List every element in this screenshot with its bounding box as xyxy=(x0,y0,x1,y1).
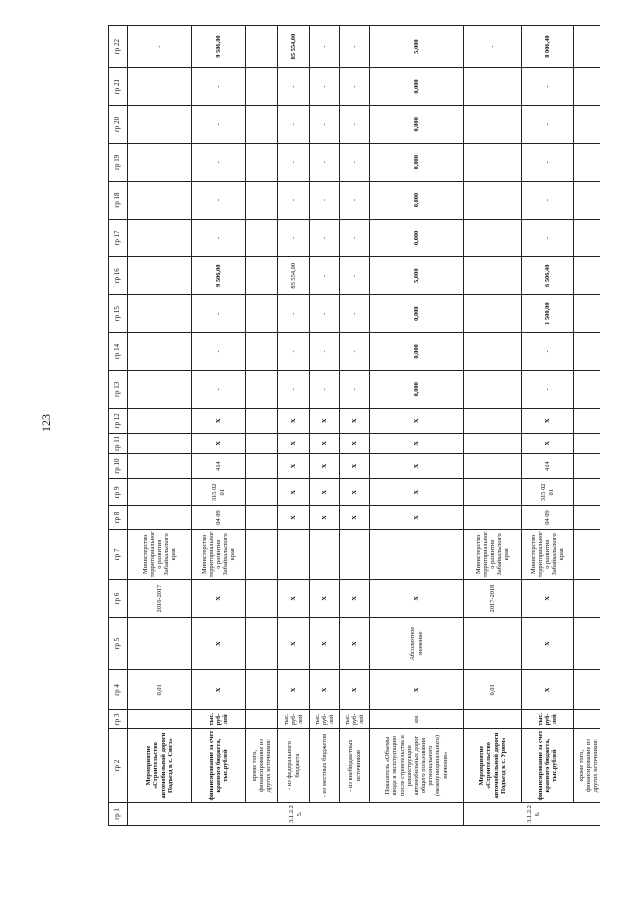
table-cell: - xyxy=(340,370,370,408)
table-cell xyxy=(246,479,278,506)
table-row xyxy=(278,26,310,826)
table-cell: - xyxy=(340,68,370,106)
table-cell: Х xyxy=(192,670,246,710)
table-cell: кроме того, финансирование из других источников: xyxy=(246,729,278,803)
table-cell xyxy=(128,370,192,408)
table-cell: - xyxy=(522,181,574,219)
table-cell: Х xyxy=(370,408,464,433)
table-cell: 8 006,40 xyxy=(522,26,574,68)
table-cell: Х xyxy=(340,453,370,478)
table-cell xyxy=(574,105,601,143)
table-cell: Х xyxy=(310,408,340,433)
table-cell: Х xyxy=(370,506,464,529)
table-cell: 04 09 xyxy=(192,506,246,529)
table-cell xyxy=(246,295,278,333)
table-cell xyxy=(128,479,192,506)
table-cell: - xyxy=(522,105,574,143)
table-cell: Х xyxy=(340,506,370,529)
table-cell xyxy=(246,408,278,433)
table-cell: - xyxy=(128,26,192,68)
header-cell: гр 18 xyxy=(109,181,128,219)
table-row xyxy=(310,26,340,826)
table-cell: - xyxy=(310,181,340,219)
table-cell: - xyxy=(340,143,370,181)
table-cell xyxy=(574,433,601,453)
table-cell: - xyxy=(192,105,246,143)
table-cell: Х xyxy=(192,433,246,453)
table-cell: 315 02 01 xyxy=(192,479,246,506)
table-cell: - xyxy=(340,333,370,371)
table-cell xyxy=(246,181,278,219)
table-row xyxy=(246,26,278,826)
table-cell: Х xyxy=(340,580,370,618)
table-cell: 0,000 xyxy=(370,370,464,408)
table-cell: Х xyxy=(522,433,574,453)
indicator-title-cell: Показатель «Объемы ввода в эксплуатацию после строительства и реконструкции автомобильных дорог общего пользования регионального (межмуниципального) значения» xyxy=(370,729,464,803)
header-cell: гр 21 xyxy=(109,68,128,106)
table-row xyxy=(370,26,464,826)
table-cell: Х xyxy=(310,617,340,670)
table-cell: Х xyxy=(278,479,310,506)
header-cell: гр 2 xyxy=(109,729,128,803)
header-cell: гр 10 xyxy=(109,453,128,478)
table-cell: Х xyxy=(278,580,310,618)
table-cell: 5,000 xyxy=(370,257,464,295)
table-cell: Х xyxy=(340,670,370,710)
table-cell xyxy=(464,370,522,408)
table-cell: - xyxy=(278,333,310,371)
table-cell: 85 554,00 xyxy=(278,26,310,68)
table-cell: - xyxy=(522,219,574,257)
table-cell: 5,000 xyxy=(370,26,464,68)
table-cell xyxy=(128,333,192,371)
table-cell: - xyxy=(192,143,246,181)
table-cell: - xyxy=(522,68,574,106)
header-cell: гр 22 xyxy=(109,26,128,68)
rotated-table-frame xyxy=(108,25,600,826)
table-cell xyxy=(464,333,522,371)
table-cell: Х xyxy=(310,453,340,478)
table-cell: - xyxy=(278,68,310,106)
table-cell xyxy=(464,68,522,106)
table-cell: Х xyxy=(310,670,340,710)
table-cell xyxy=(574,68,601,106)
table-row xyxy=(464,26,522,826)
table-cell: Х xyxy=(370,670,464,710)
table-row xyxy=(128,26,192,826)
table-cell: 04 09 xyxy=(522,506,574,529)
page-number: 123 xyxy=(39,414,53,432)
table-cell xyxy=(464,479,522,506)
table-cell xyxy=(246,617,278,670)
table-cell: - xyxy=(310,143,340,181)
table-cell: - xyxy=(340,26,370,68)
table-cell: - xyxy=(278,295,310,333)
table-cell: 0,01 xyxy=(128,670,192,710)
table-cell xyxy=(128,617,192,670)
table-cell xyxy=(464,143,522,181)
table-cell: финансирование за счет краевого бюджета, тыс.рублей xyxy=(522,729,574,803)
table-cell xyxy=(128,433,192,453)
header-cell: гр 8 xyxy=(109,506,128,529)
table-cell xyxy=(464,408,522,433)
table-cell: - xyxy=(192,68,246,106)
table-cell xyxy=(246,529,278,579)
table-cell: - xyxy=(192,181,246,219)
table-cell: - xyxy=(192,333,246,371)
table-cell: 2016-2017 xyxy=(128,580,192,618)
table-cell: - xyxy=(310,219,340,257)
header-cell: гр 12 xyxy=(109,408,128,433)
table-cell: тыс. руб-лей xyxy=(522,710,574,729)
program-table xyxy=(108,25,600,826)
table-cell: 85 554,00 xyxy=(278,257,310,295)
table-cell xyxy=(246,710,278,729)
table-cell: - xyxy=(310,370,340,408)
table-cell: Министерство территориального развития Забайкальского края xyxy=(464,529,522,579)
table-cell xyxy=(574,617,601,670)
table-cell xyxy=(128,710,192,729)
table-row xyxy=(192,26,246,826)
table-cell: Х xyxy=(310,580,340,618)
table-cell: 0,000 xyxy=(370,295,464,333)
table-cell: Х xyxy=(278,506,310,529)
table-cell: Х xyxy=(340,433,370,453)
table-cell: - из местных бюджетов xyxy=(310,729,340,803)
table-cell: Х xyxy=(278,408,310,433)
table-cell: 414 xyxy=(522,453,574,478)
table-cell: км xyxy=(370,710,464,729)
header-cell: гр 20 xyxy=(109,105,128,143)
table-cell xyxy=(246,68,278,106)
table-cell: - xyxy=(278,370,310,408)
table-cell: Х xyxy=(192,580,246,618)
header-cell: гр 15 xyxy=(109,295,128,333)
table-cell: - xyxy=(310,68,340,106)
table-cell xyxy=(464,453,522,478)
table-cell xyxy=(278,529,310,579)
table-cell: 2017-2018 xyxy=(464,580,522,618)
table-cell: 0,000 xyxy=(370,105,464,143)
table-cell: - xyxy=(310,105,340,143)
header-cell: гр 17 xyxy=(109,219,128,257)
table-cell: Х xyxy=(522,580,574,618)
table-cell: - xyxy=(310,26,340,68)
table-cell xyxy=(128,453,192,478)
table-cell xyxy=(246,105,278,143)
item-number-cell: 3.1.2.2 5. xyxy=(128,802,464,825)
table-cell: - xyxy=(278,143,310,181)
table-cell: Х xyxy=(340,408,370,433)
table-cell xyxy=(574,26,601,68)
table-cell xyxy=(246,580,278,618)
table-cell: тыс. руб-лей xyxy=(278,710,310,729)
table-cell xyxy=(574,506,601,529)
table-cell xyxy=(246,370,278,408)
table-cell: 0,01 xyxy=(464,670,522,710)
table-cell: - xyxy=(310,295,340,333)
header-row xyxy=(109,26,128,826)
table-cell xyxy=(574,333,601,371)
table-cell: - из внебюджетных источников xyxy=(340,729,370,803)
header-cell: гр 3 xyxy=(109,710,128,729)
table-cell: Х xyxy=(310,506,340,529)
header-cell: гр 13 xyxy=(109,370,128,408)
header-cell: гр 14 xyxy=(109,333,128,371)
table-cell: 0,000 xyxy=(370,68,464,106)
table-cell: - xyxy=(522,333,574,371)
table-cell xyxy=(464,295,522,333)
table-cell: 315 02 01 xyxy=(522,479,574,506)
table-cell xyxy=(464,710,522,729)
table-cell xyxy=(128,506,192,529)
table-cell: - xyxy=(522,370,574,408)
table-cell xyxy=(128,257,192,295)
table-cell: - xyxy=(310,333,340,371)
table-cell xyxy=(464,506,522,529)
table-cell xyxy=(574,295,601,333)
table-cell xyxy=(574,143,601,181)
table-cell: 414 xyxy=(192,453,246,478)
table-cell: - xyxy=(340,257,370,295)
table-cell: 0,000 xyxy=(370,181,464,219)
table-cell xyxy=(246,506,278,529)
header-cell: гр 5 xyxy=(109,617,128,670)
table-cell xyxy=(464,105,522,143)
table-cell xyxy=(310,529,340,579)
table-cell xyxy=(246,333,278,371)
table-cell: - xyxy=(340,219,370,257)
table-cell: - xyxy=(340,181,370,219)
table-cell xyxy=(246,143,278,181)
table-cell: - xyxy=(278,219,310,257)
table-cell xyxy=(574,219,601,257)
table-cell: 9 506,00 xyxy=(192,257,246,295)
table-cell xyxy=(574,580,601,618)
table-cell xyxy=(574,710,601,729)
table-cell: Х xyxy=(278,453,310,478)
table-cell: Министерство территориального развития Забайкальского края xyxy=(192,529,246,579)
table-cell: 0,000 xyxy=(370,219,464,257)
table-cell: - xyxy=(278,105,310,143)
table-cell xyxy=(574,181,601,219)
table-cell: тыс. руб-лей xyxy=(192,710,246,729)
header-cell: гр 1 xyxy=(109,802,128,825)
table-cell: Х xyxy=(278,670,310,710)
table-cell xyxy=(574,479,601,506)
table-cell: - xyxy=(192,219,246,257)
header-cell: гр 19 xyxy=(109,143,128,181)
table-cell: Х xyxy=(370,479,464,506)
activity-title-cell: Мероприятие «Строительство автомобильной дороги Подъезд к с. Урюм» xyxy=(464,729,522,803)
table-cell: Министерство территориального развития Забайкальского края xyxy=(128,529,192,579)
table-cell: - xyxy=(310,257,340,295)
table-cell xyxy=(128,105,192,143)
table-row xyxy=(340,26,370,826)
table-cell xyxy=(246,26,278,68)
table-cell xyxy=(574,408,601,433)
table-cell xyxy=(574,370,601,408)
table-cell: Х xyxy=(522,617,574,670)
table-cell: 9 506,00 xyxy=(192,26,246,68)
table-cell: - xyxy=(340,105,370,143)
table-cell xyxy=(574,453,601,478)
header-cell: гр 16 xyxy=(109,257,128,295)
table-cell: тыс. руб-лей xyxy=(340,710,370,729)
table-cell: Х xyxy=(370,453,464,478)
table-cell xyxy=(574,529,601,579)
activity-title-cell: Мероприятие «Строительство автомобильной дороги Подъезд к с. Сюгэ» xyxy=(128,729,192,803)
table-cell: - xyxy=(192,295,246,333)
table-cell: - xyxy=(278,181,310,219)
table-cell: Абсолютное значение xyxy=(370,617,464,670)
table-cell: 1 500,00 xyxy=(522,295,574,333)
table-cell xyxy=(464,219,522,257)
table-cell xyxy=(128,295,192,333)
table-cell: кроме того, финансирование из других источников: xyxy=(574,729,601,803)
table-cell xyxy=(340,529,370,579)
table-cell: Х xyxy=(278,433,310,453)
table-cell: Х xyxy=(192,617,246,670)
table-cell xyxy=(246,453,278,478)
table-cell: Х xyxy=(522,670,574,710)
table-cell xyxy=(128,143,192,181)
header-cell: гр 7 xyxy=(109,529,128,579)
table-cell: Х xyxy=(278,617,310,670)
header-cell: гр 9 xyxy=(109,479,128,506)
table-cell: Х xyxy=(310,433,340,453)
rotated-table-content xyxy=(108,25,600,826)
table-cell: тыс. руб-лей xyxy=(310,710,340,729)
table-row xyxy=(522,26,574,826)
table-cell: Министерство территориального развития Забайкальского края xyxy=(522,529,574,579)
table-cell: Х xyxy=(340,479,370,506)
table-cell xyxy=(464,617,522,670)
table-cell xyxy=(246,219,278,257)
table-cell: 6 506,40 xyxy=(522,257,574,295)
table-cell xyxy=(246,433,278,453)
table-cell xyxy=(574,670,601,710)
table-cell xyxy=(574,257,601,295)
table-cell: Х xyxy=(310,479,340,506)
table-cell: Х xyxy=(192,408,246,433)
item-number-cell: 3.1.2.2 6. xyxy=(464,802,601,825)
table-cell xyxy=(128,219,192,257)
table-cell xyxy=(464,433,522,453)
table-cell xyxy=(370,529,464,579)
table-cell: - из федерального бюджета xyxy=(278,729,310,803)
table-cell: - xyxy=(192,370,246,408)
header-cell: гр 6 xyxy=(109,580,128,618)
table-cell xyxy=(464,181,522,219)
table-cell: - xyxy=(464,26,522,68)
table-cell xyxy=(246,670,278,710)
table-cell: Х xyxy=(370,433,464,453)
table-cell: 0,000 xyxy=(370,333,464,371)
header-cell: гр 11 xyxy=(109,433,128,453)
table-cell: Х xyxy=(340,617,370,670)
table-cell: Х xyxy=(522,408,574,433)
table-cell: 0,000 xyxy=(370,143,464,181)
table-row xyxy=(574,26,601,826)
table-cell: - xyxy=(340,295,370,333)
table-cell xyxy=(128,181,192,219)
header-cell: гр 4 xyxy=(109,670,128,710)
table-cell xyxy=(128,68,192,106)
table-cell xyxy=(464,257,522,295)
table-cell xyxy=(246,257,278,295)
table-cell: - xyxy=(522,143,574,181)
table-cell xyxy=(128,408,192,433)
table-cell: Х xyxy=(370,580,464,618)
table-cell: финансирование за счет краевого бюджета, тыс.рублей xyxy=(192,729,246,803)
